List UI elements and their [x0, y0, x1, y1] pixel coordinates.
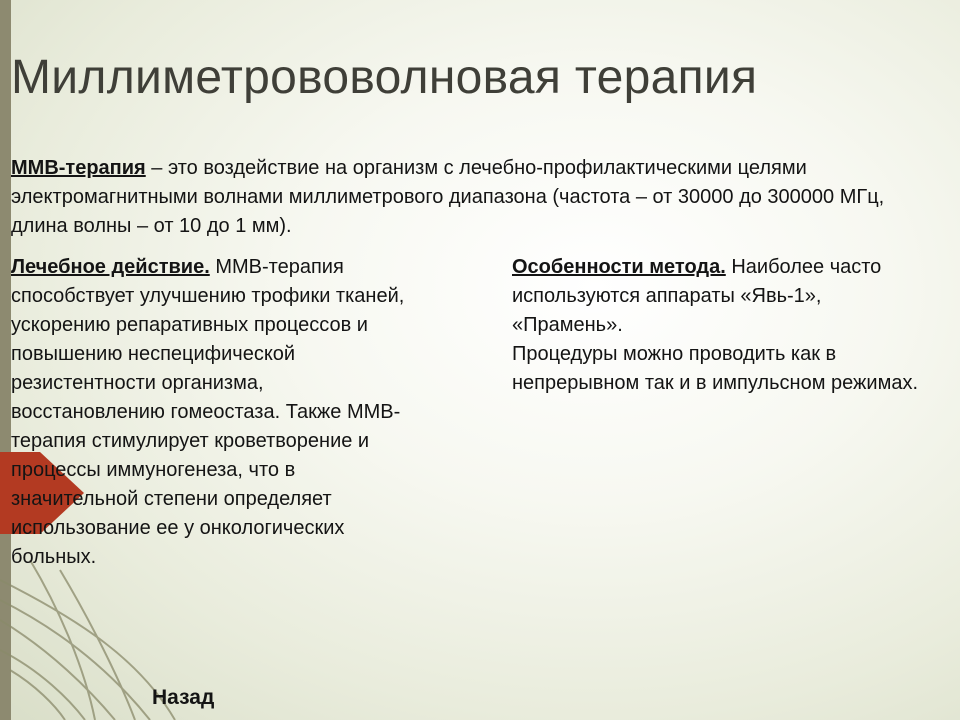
method-features-heading: Особенности метода. [512, 256, 726, 278]
method-features-column [512, 253, 927, 398]
definition-term: ММВ-терапия [11, 157, 146, 179]
therapeutic-effect-heading: Лечебное действие. [11, 256, 210, 278]
back-link[interactable]: Назад [152, 686, 215, 709]
therapeutic-effect-column [11, 253, 411, 572]
method-features-text-2: Процедуры можно проводить как в непрерывном так и в импульсном режимах. [512, 343, 918, 394]
therapeutic-effect-text: ММВ-терапия способствует улучшению трофики тканей, ускорению репаративных процессов и повышению неспецифической резистентности организма, восстановлению гомеостаза. Также ММВ-терапия стимулирует кроветворение и процессы иммуногенеза, что в значительной степени определяет использование ее у онкологических больных. [11, 256, 405, 568]
definition-paragraph [11, 154, 916, 241]
definition-text: – это воздействие на организм с лечебно-профилактическими целями электромагнитными волнами миллиметрового диапазона (частота – от 30000 до 300000 МГц, длина волны – от 10 до 1 мм). [11, 157, 885, 237]
method-features-text: Наиболее часто используются аппараты «Явь-1», «Прамень». [512, 256, 882, 336]
slide-title: Миллиметрововолновая терапия [11, 51, 758, 104]
